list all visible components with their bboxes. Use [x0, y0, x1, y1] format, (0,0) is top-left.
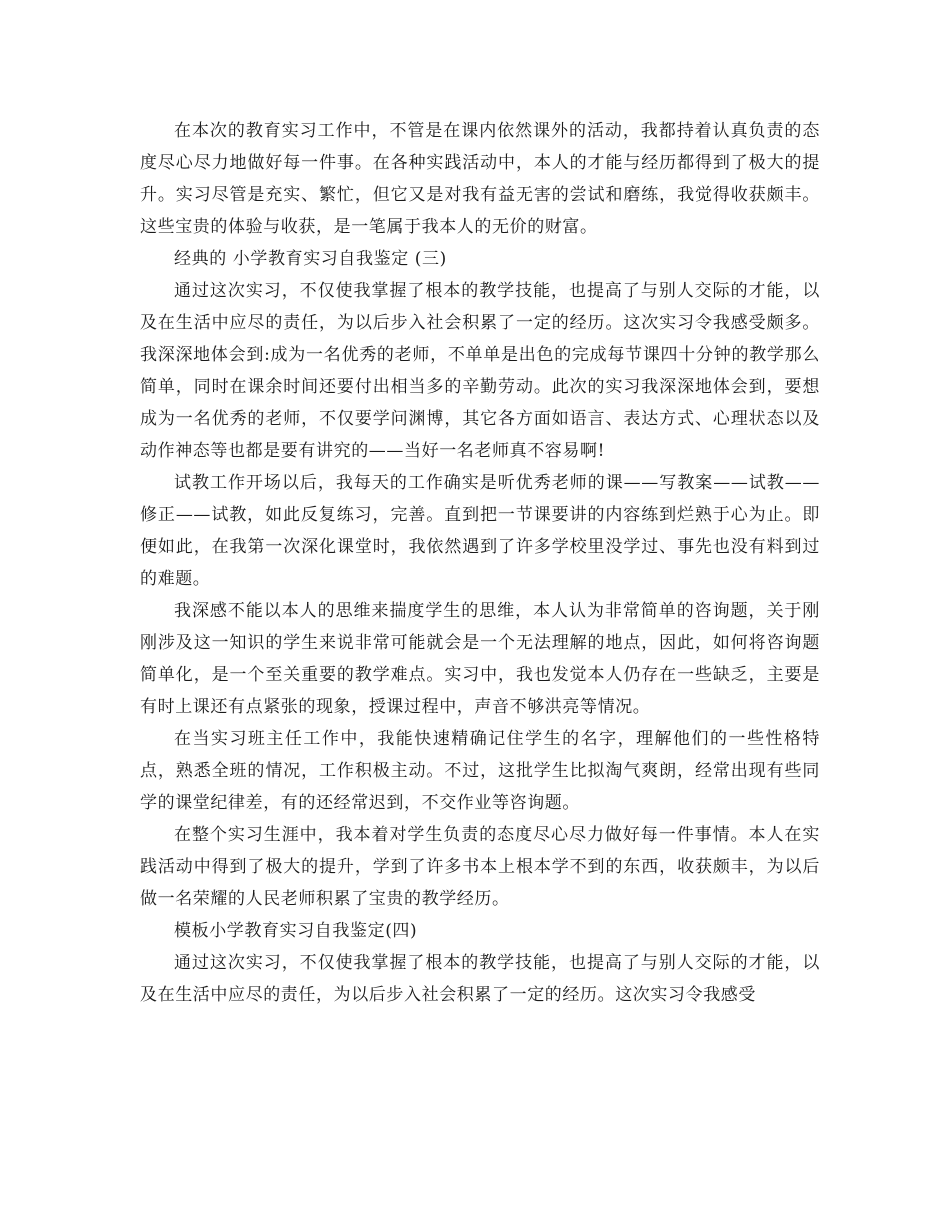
paragraph-6: 在整个实习生涯中，我本着对学生负责的态度尽心尽力做好每一件事情。本人在实践活动中得到了极大的提升，学到了许多书本上根本学不到的东西，收获颇丰，为以后做一名荣耀的人民老师积累了宝贵的教学经历。: [140, 825, 820, 909]
document-body: [140, 115, 820, 1011]
paragraph-7: 通过这次实习，不仅使我掌握了根本的教学技能，也提高了与别人交际的才能，以及在生活中应尽的责任，为以后步入社会积累了一定的经历。这次实习令我感受: [140, 953, 820, 1005]
paragraph-2: 通过这次实习，不仅使我掌握了根本的教学技能，也提高了与别人交际的才能，以及在生活中应尽的责任，为以后步入社会积累了一定的经历。这次实习令我感受颇多。我深深地体会到:成为一名优秀的老师，不单单是出色的完成每节课四十分钟的教学那么简单，同时在课余时间还要付出相当多的辛勤劳动。此次的实习我深深地体会到，要想成为一名优秀的老师，不仅要学问渊博，其它各方面如语言、表达方式、心理状态以及动作神态等也都是要有讲究的——当好一名老师真不容易啊!: [140, 281, 820, 461]
section-heading-3: 经典的 小学教育实习自我鉴定 (三): [174, 249, 447, 269]
paragraph-5: 在当实习班主任工作中，我能快速精确记住学生的名字，理解他们的一些性格特点，熟悉全班的情况，工作积极主动。不过，这批学生比拟淘气爽朗，经常出现有些同学的课堂纪律差，有的还经常迟到，不交作业等咨询题。: [140, 729, 820, 813]
paragraph-3: 试教工作开场以后，我每天的工作确实是听优秀老师的课——写教案——试教——修正——试教，如此反复练习，完善。直到把一节课要讲的内容练到烂熟于心为止。即便如此，在我第一次深化课堂时，我依然遇到了许多学校里没学过、事先也没有料到过的难题。: [140, 473, 820, 589]
section-heading-4: 模板小学教育实习自我鉴定(四): [174, 921, 418, 941]
paragraph-1: 在本次的教育实习工作中，不管是在课内依然课外的活动，我都持着认真负责的态度尽心尽力地做好每一件事。在各种实践活动中，本人的才能与经历都得到了极大的提升。实习尽管是充实、繁忙，但它又是对我有益无害的尝试和磨练，我觉得收获颇丰。这些宝贵的体验与收获，是一笔属于我本人的无价的财富。: [140, 121, 820, 237]
paragraph-4: 我深感不能以本人的思维来揣度学生的思维，本人认为非常简单的咨询题，关于刚刚涉及这一知识的学生来说非常可能就会是一个无法理解的地点，因此，如何将咨询题简单化，是一个至关重要的教学难点。实习中，我也发觉本人仍存在一些缺乏，主要是有时上课还有点紧张的现象，授课过程中，声音不够洪亮等情况。: [140, 601, 820, 717]
